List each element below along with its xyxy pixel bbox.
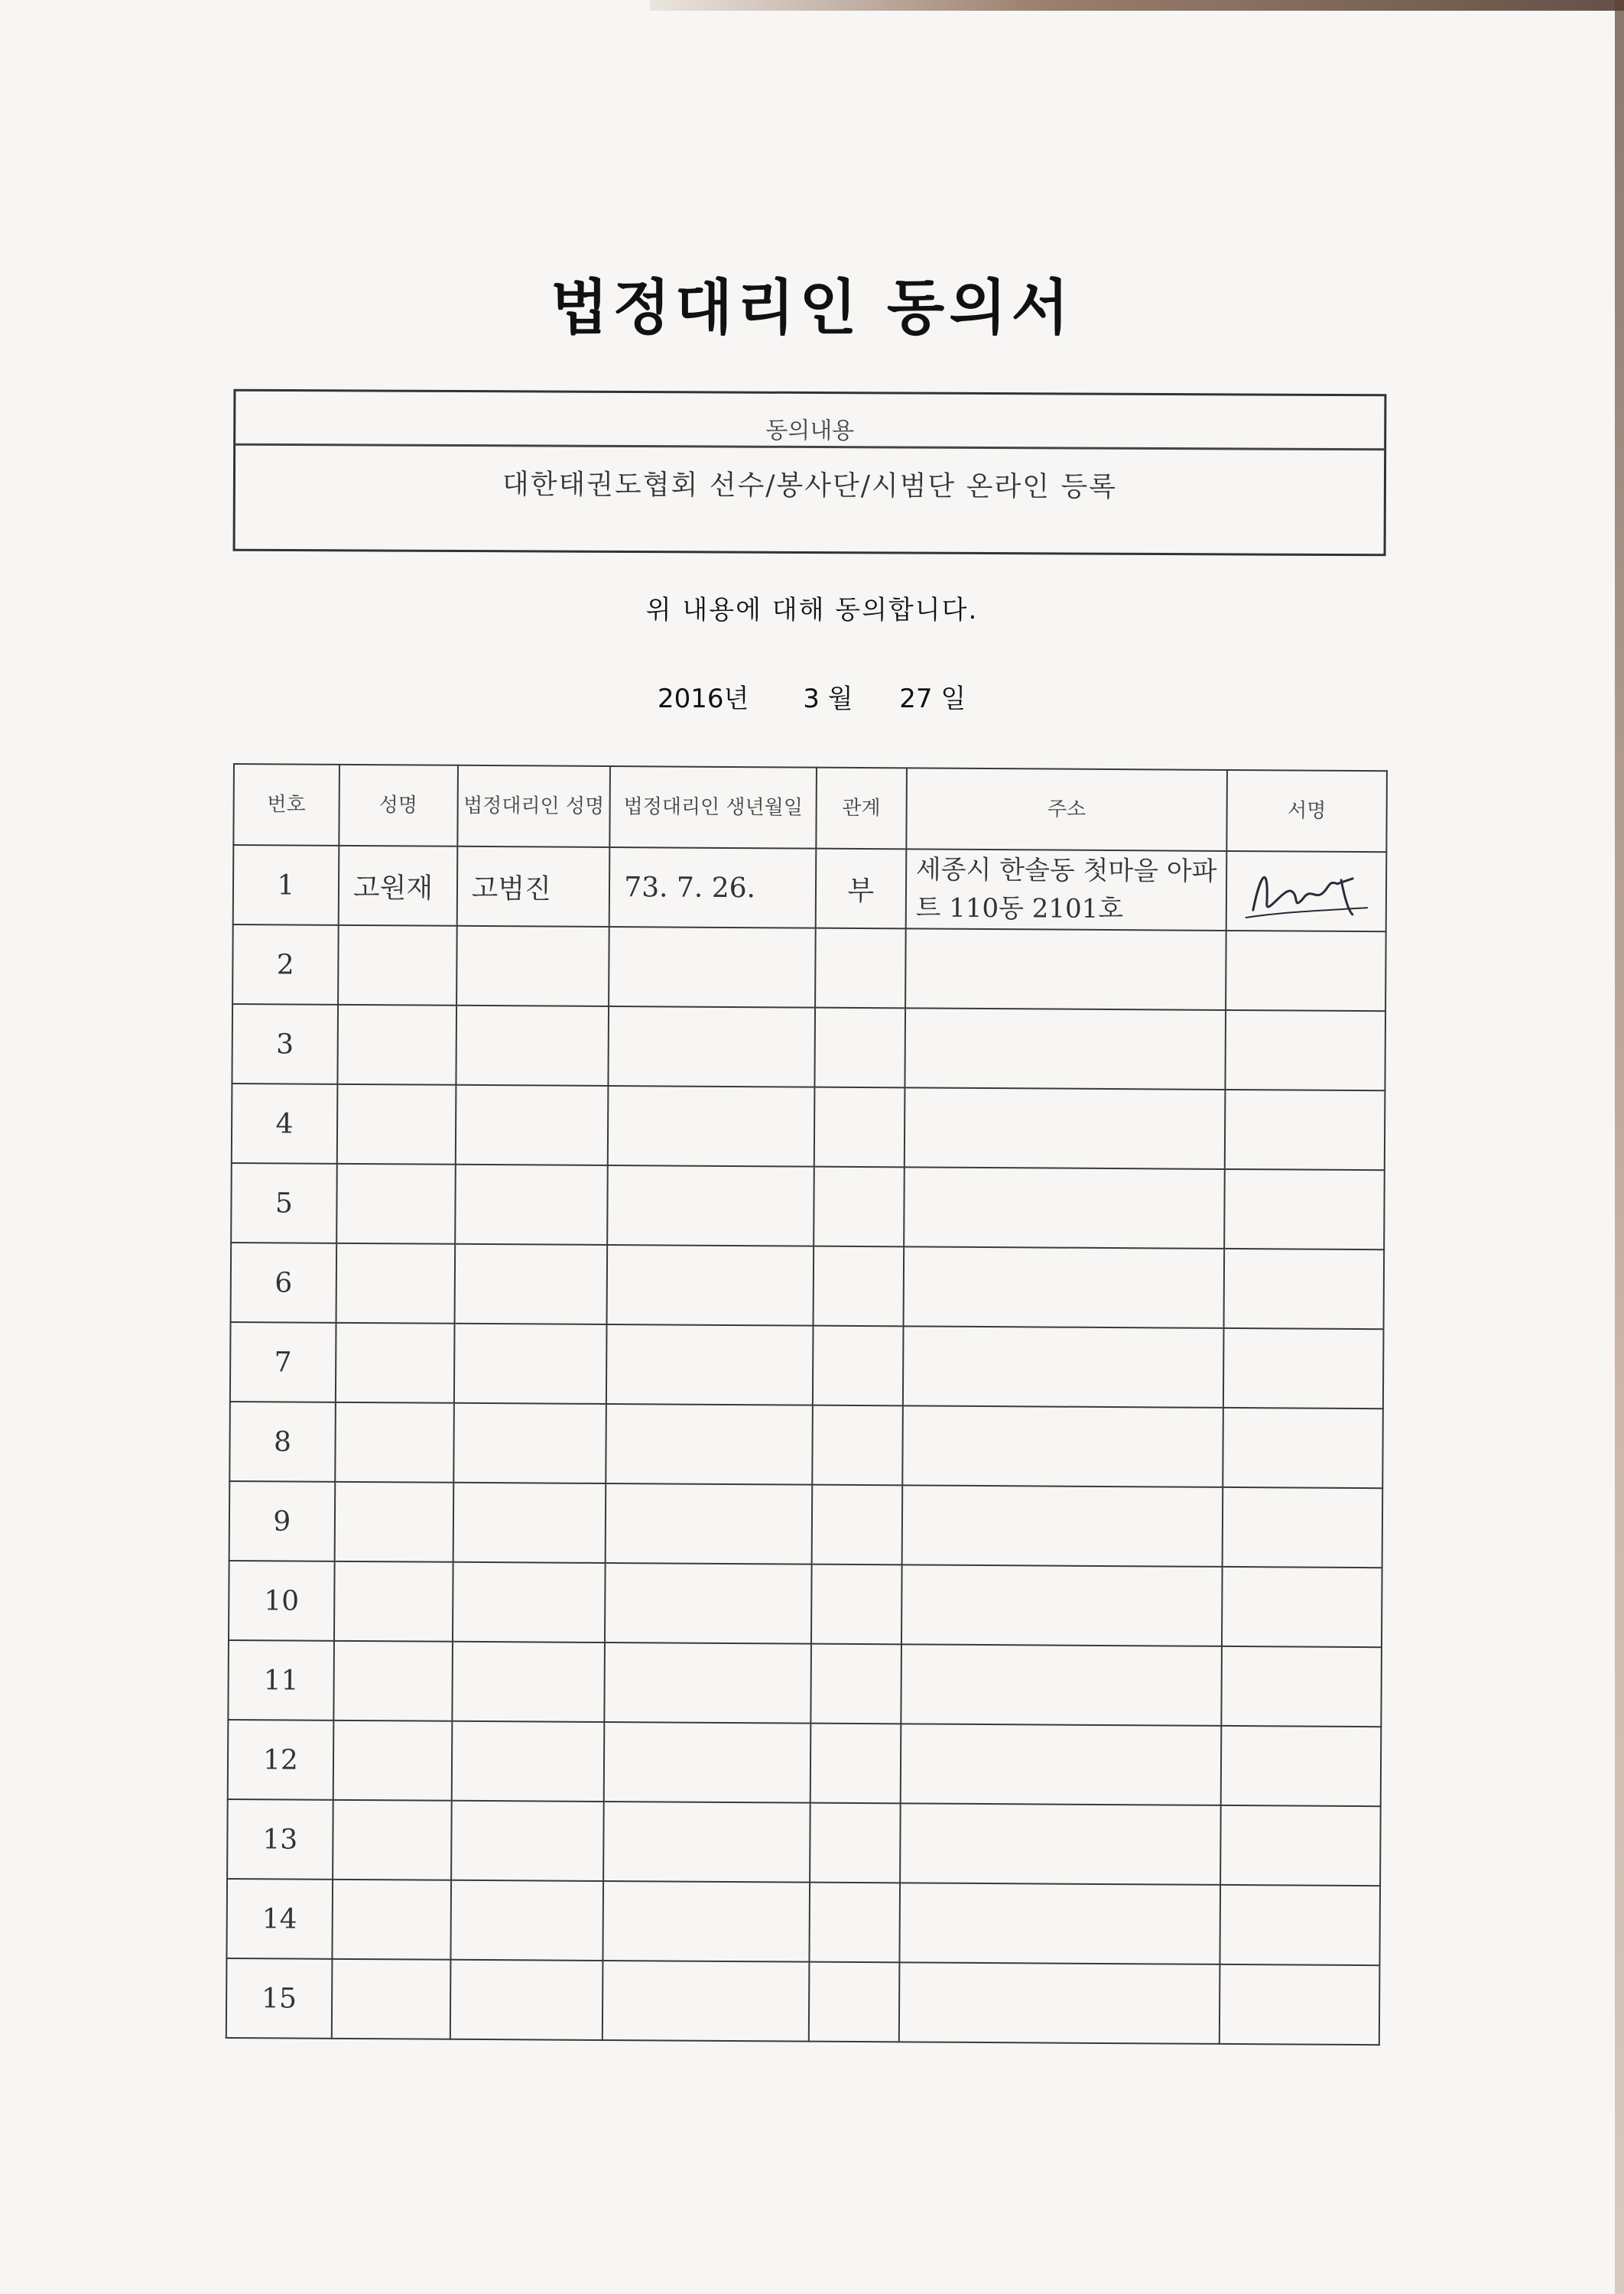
row-guardian-dob [603, 1961, 809, 2042]
row-relation [810, 1644, 901, 1724]
row-address [903, 1246, 1224, 1328]
consent-content-box [233, 389, 1387, 557]
consent-content: 대한태권도협회 선수/봉사단/시범단 온라인 등록 [502, 469, 1118, 503]
row-address [898, 1962, 1220, 2044]
row-relation: 부 [816, 849, 906, 929]
row-guardian-name [453, 1324, 606, 1404]
row-relation [809, 1883, 899, 1963]
table-row [231, 1243, 1385, 1329]
row-guardian-dob [607, 1165, 814, 1246]
row-guardian-dob [605, 1563, 811, 1644]
header-guardian-name: 법정대리인 성명 [457, 765, 610, 847]
row-guardian-name [451, 1801, 604, 1881]
row-guardian-dob [603, 1802, 810, 1883]
row-no: 4 [232, 1084, 337, 1164]
row-signature [1223, 1487, 1383, 1568]
row-guardian-dob [604, 1722, 810, 1803]
row-signature [1220, 1885, 1380, 1965]
row-address: 세종시 한솔동 첫마을 아파트 110동 2101호 [905, 849, 1226, 931]
row-relation [810, 1724, 901, 1804]
row-no: 15 [226, 1958, 332, 2039]
table-row [233, 845, 1387, 931]
row-relation [814, 1087, 905, 1168]
row-relation [809, 1962, 899, 2042]
table-row [228, 1720, 1382, 1806]
row-name [338, 925, 456, 1006]
table-row [232, 1004, 1385, 1090]
row-relation [815, 928, 905, 1009]
consent-table [226, 763, 1388, 2045]
row-address [901, 1485, 1223, 1567]
row-no: 12 [228, 1720, 333, 1800]
row-relation [813, 1326, 903, 1406]
date-line [658, 677, 966, 715]
row-signature [1225, 1090, 1385, 1170]
row-guardian-name [452, 1642, 605, 1722]
row-no: 14 [226, 1879, 332, 1959]
row-signature [1222, 1567, 1382, 1647]
row-no: 7 [230, 1322, 336, 1402]
row-signature [1220, 1964, 1380, 2045]
row-guardian-name [456, 1006, 609, 1086]
row-guardian-name [451, 1721, 604, 1802]
row-guardian-name: 고범진 [456, 846, 609, 927]
table-row [229, 1481, 1383, 1568]
row-no: 1 [233, 845, 339, 925]
row-guardian-name [453, 1562, 606, 1643]
row-signature [1226, 851, 1387, 931]
row-guardian-dob [606, 1324, 813, 1405]
row-guardian-dob [606, 1404, 813, 1485]
consent-header: 동의내용 [235, 414, 1384, 451]
date-year: 2016년 [658, 684, 749, 714]
row-no: 2 [232, 924, 338, 1005]
row-guardian-name [453, 1483, 606, 1563]
date-month: 3 월 [803, 684, 853, 714]
header-guardian-dob: 법정대리인 생년월일 [610, 766, 817, 849]
row-relation [814, 1008, 905, 1088]
row-guardian-dob [605, 1643, 811, 1724]
row-guardian-name [454, 1244, 607, 1324]
row-name [334, 1561, 453, 1642]
row-name [333, 1800, 451, 1880]
row-guardian-dob [607, 1245, 814, 1326]
row-signature [1224, 1169, 1385, 1249]
row-name [333, 1641, 452, 1721]
row-no: 6 [231, 1243, 336, 1323]
header-relation: 관계 [816, 768, 906, 850]
row-signature [1221, 1726, 1382, 1806]
header-name: 성명 [339, 765, 457, 846]
table-row [228, 1640, 1382, 1727]
row-signature [1226, 931, 1386, 1011]
date-day: 27 일 [899, 684, 966, 714]
row-no: 13 [227, 1799, 333, 1880]
row-name [336, 1243, 454, 1324]
table-row [232, 1084, 1385, 1170]
table-row [229, 1402, 1383, 1488]
row-address [904, 1087, 1225, 1169]
row-signature [1223, 1328, 1384, 1409]
row-guardian-name [455, 1085, 608, 1165]
consent-table-wrapper [226, 763, 1388, 2045]
row-name [333, 1720, 452, 1801]
table-row [227, 1799, 1381, 1886]
table-row [230, 1322, 1384, 1409]
row-address [904, 1167, 1225, 1249]
row-guardian-name [453, 1403, 606, 1483]
row-signature [1220, 1805, 1381, 1886]
row-address [900, 1724, 1221, 1805]
row-no: 11 [228, 1640, 333, 1720]
row-guardian-dob [606, 1483, 812, 1565]
row-signature [1221, 1646, 1382, 1727]
agree-statement: 위 내용에 대해 동의합니다. [645, 595, 979, 625]
table-header-row [233, 764, 1387, 852]
row-relation [814, 1167, 904, 1247]
row-guardian-dob: 73. 7. 26. [609, 847, 816, 928]
row-signature [1223, 1408, 1383, 1488]
row-guardian-dob [609, 1006, 815, 1087]
row-name [336, 1164, 455, 1244]
row-address [900, 1803, 1221, 1885]
header-no: 번호 [233, 764, 339, 846]
row-no: 5 [231, 1163, 336, 1243]
row-no: 10 [229, 1561, 334, 1641]
row-address [905, 928, 1226, 1010]
row-signature [1225, 1010, 1385, 1090]
row-name [335, 1402, 453, 1483]
document-title: 법정대리인 동의서 [551, 273, 1073, 343]
row-guardian-dob [609, 927, 815, 1008]
handwritten-signature [1237, 856, 1376, 926]
row-guardian-name [450, 1880, 603, 1961]
row-signature [1224, 1249, 1385, 1329]
row-relation [813, 1246, 903, 1327]
row-no: 3 [232, 1004, 337, 1084]
table-row [232, 924, 1386, 1011]
table-row [229, 1561, 1382, 1647]
row-guardian-name [450, 1960, 603, 2040]
table-row [226, 1958, 1380, 2045]
row-no: 8 [229, 1402, 335, 1482]
row-name [332, 1959, 450, 2039]
row-address [901, 1644, 1222, 1726]
table-row [226, 1879, 1380, 1965]
row-address [905, 1008, 1226, 1090]
row-address [903, 1326, 1224, 1408]
table-row [231, 1163, 1385, 1249]
header-address: 주소 [906, 768, 1227, 851]
row-address [901, 1565, 1223, 1646]
row-guardian-dob [603, 1881, 810, 1962]
row-address [899, 1883, 1220, 1964]
header-signature: 서명 [1226, 770, 1387, 852]
row-name [337, 1005, 456, 1085]
row-relation [810, 1803, 900, 1883]
row-name [332, 1880, 450, 1960]
photo-edge-top [650, 0, 1624, 11]
row-relation [811, 1485, 901, 1565]
row-no: 9 [229, 1481, 335, 1561]
row-name [337, 1084, 456, 1165]
row-name [334, 1482, 453, 1562]
row-address [902, 1405, 1223, 1487]
row-guardian-dob [608, 1086, 814, 1167]
row-guardian-name [455, 1165, 608, 1245]
row-relation [812, 1405, 902, 1486]
row-name [336, 1323, 454, 1403]
row-name: 고원재 [339, 846, 457, 926]
row-relation [811, 1565, 901, 1645]
row-guardian-name [456, 926, 609, 1006]
